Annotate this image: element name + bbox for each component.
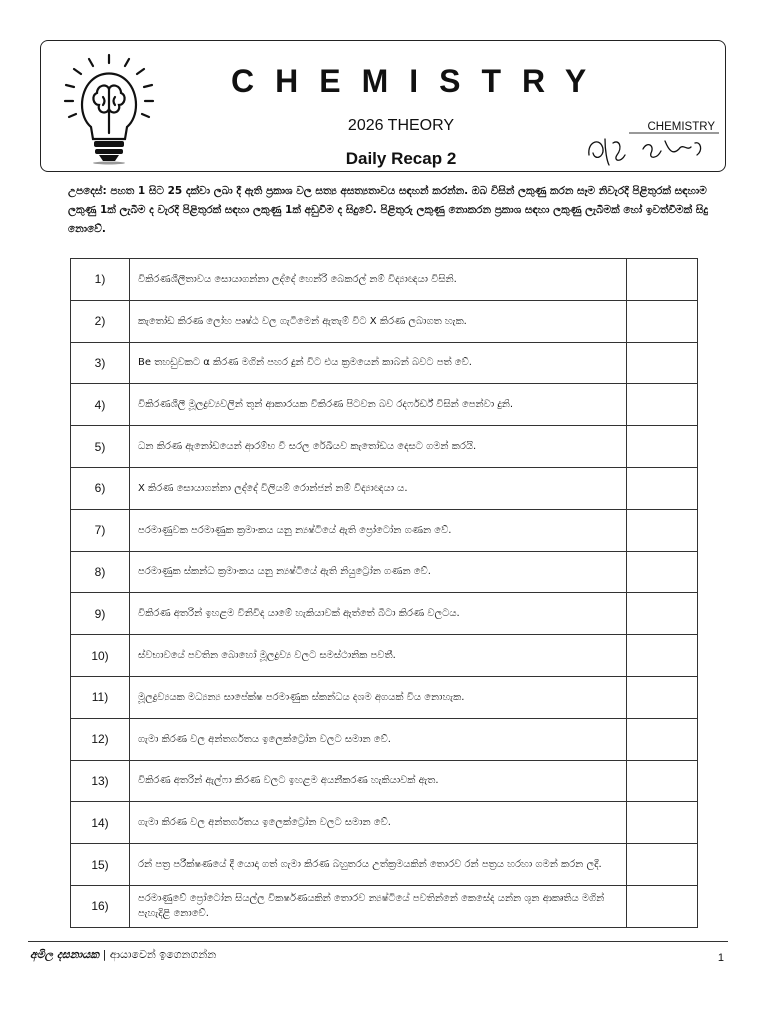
table-row bbox=[71, 300, 698, 342]
table-row bbox=[71, 718, 698, 760]
question-number: 11) bbox=[71, 676, 130, 718]
footer bbox=[30, 948, 216, 962]
table-row bbox=[71, 802, 698, 844]
question-statement: ධන කිරණ ඇනෝඩයෙන් ආරම්භ වී සරල රේඛීයව කැතෝඩය දෙසට ගමන් කරයි. bbox=[130, 426, 627, 468]
question-statement: විකිරණශීලීතාවය සොයාගන්නා ලද්දේ හෙන්රි බෙකරල් නම් විද්‍යාඥයා විසිනි. bbox=[130, 259, 627, 301]
table-row bbox=[71, 551, 698, 593]
answer-box[interactable] bbox=[627, 593, 698, 635]
table-row bbox=[71, 509, 698, 551]
question-number: 12) bbox=[71, 718, 130, 760]
question-number: 16) bbox=[71, 885, 130, 927]
question-number: 6) bbox=[71, 467, 130, 509]
question-number: 5) bbox=[71, 426, 130, 468]
signature-icon bbox=[583, 111, 721, 171]
question-statement: X කිරණ සොයාගන්නා ලද්දේ විලියම් රොන්ජන් නම් විද්‍යාඥයා ය. bbox=[130, 467, 627, 509]
table-row bbox=[71, 635, 698, 677]
recap-label: Daily Recap 2 bbox=[345, 149, 457, 168]
header-box bbox=[40, 40, 726, 172]
question-statement: ස්වභාවයේ පවතින බොහෝ මූලද්‍රව්‍ය වලට සමස්ථානික පවතී. bbox=[130, 635, 627, 677]
question-statement: විකිරණශීලී මූලද්‍රව්‍යවලින් තුන් ආකාරයක විකිරණ පිටවන බව රදර්ෆර්ඩ් විසින් පෙන්වා දුනි. bbox=[130, 384, 627, 426]
answer-box[interactable] bbox=[627, 259, 698, 301]
answer-box[interactable] bbox=[627, 509, 698, 551]
footer-separator: | bbox=[102, 948, 107, 961]
table-row bbox=[71, 885, 698, 927]
answer-box[interactable] bbox=[627, 802, 698, 844]
questions-table bbox=[70, 258, 698, 928]
question-statement: විකිරණ අතරින් ඉහළම විනිවිද යාමේ හැකියාවක් ඇත්තේ බීටා කිරණ වලටය. bbox=[130, 593, 627, 635]
question-number: 3) bbox=[71, 342, 130, 384]
table-row bbox=[71, 676, 698, 718]
answer-box[interactable] bbox=[627, 760, 698, 802]
question-number: 10) bbox=[71, 635, 130, 677]
table-row bbox=[71, 844, 698, 886]
answer-box[interactable] bbox=[627, 718, 698, 760]
table-row bbox=[71, 467, 698, 509]
table-row bbox=[71, 426, 698, 468]
answer-box[interactable] bbox=[627, 300, 698, 342]
logo-text: CHEMISTRY bbox=[647, 121, 715, 133]
answer-box[interactable] bbox=[627, 467, 698, 509]
instructions: උපදෙස්: පහත 1 සිට 25 දක්වා ලබා දී ඇති ප්‍රකාශ වල සත්‍ය අසත්‍යතාවය සඳහන් කරන්න. ඔබ විසින් ලකුණු කරන සෑම නිවැරදි පිළිතුරක් සඳහාම ලකුණු 1ක් ලැබීම ද වැරදි පිළිතුරක් සඳහා ලකුණු 1ක් අඩුවීම ද සිදුවේ. පිළිතුරු ලකුණු නොකරන ප්‍රකාශ සඳහා ලකුණු ලැබීමක් හෝ ඉවත්වීමක් සිදු නොවේ. bbox=[68, 185, 708, 235]
question-number: 2) bbox=[71, 300, 130, 342]
questions-table-body bbox=[71, 259, 698, 928]
answer-box[interactable] bbox=[627, 384, 698, 426]
footer-tagline: ආයාවෙන් ඉගෙනගන්න bbox=[109, 948, 217, 961]
table-row bbox=[71, 384, 698, 426]
table-row bbox=[71, 342, 698, 384]
question-statement: පරමාණුවක පරමාණුක ක්‍රමාංකය යනු න්‍යෂ්ටියේ ඇති ප්‍රෝටෝන ගණන වේ. bbox=[130, 509, 627, 551]
table-row bbox=[71, 760, 698, 802]
question-statement: මූලද්‍රව්‍යයක මධ්‍යන්‍ය සාපේක්ෂ පරමාණුක ස්කන්ධය දශම අගයක් විය නොහැක. bbox=[130, 676, 627, 718]
answer-box[interactable] bbox=[627, 844, 698, 886]
answer-box[interactable] bbox=[627, 426, 698, 468]
answer-box[interactable] bbox=[627, 551, 698, 593]
lightbulb-brain-icon bbox=[61, 53, 157, 165]
signature-logo bbox=[583, 111, 721, 171]
question-number: 7) bbox=[71, 509, 130, 551]
answer-box[interactable] bbox=[627, 342, 698, 384]
question-statement: Be තහඩුවකට α කිරණ මගින් පහර දුන් විට එය ක්‍රමයෙන් කාබන් බවට පත් වේ. bbox=[130, 342, 627, 384]
question-statement: ගැමා කිරණ වල අන්තර්ගතය ඉලෙක්ට්‍රෝන වලට සමාන වේ. bbox=[130, 718, 627, 760]
footer-divider bbox=[28, 941, 728, 942]
question-statement: ගැමා කිරණ වල අන්තර්ගතය ඉලෙක්ට්‍රෝන වලට සමාන වේ. bbox=[130, 802, 627, 844]
answer-box[interactable] bbox=[627, 676, 698, 718]
question-number: 14) bbox=[71, 802, 130, 844]
footer-author: අමිල දසනායක bbox=[30, 948, 100, 961]
question-number: 13) bbox=[71, 760, 130, 802]
answer-box[interactable] bbox=[627, 885, 698, 927]
table-row bbox=[71, 593, 698, 635]
question-statement: පරමාණුක ස්කන්ධ ක්‍රමාංකය යනු න්‍යෂ්ටියේ ඇති නියුට්‍රෝන ගණන වේ. bbox=[130, 551, 627, 593]
question-number: 4) bbox=[71, 384, 130, 426]
question-statement: රන් පත්‍ර පරීක්ෂණයේ දී යොදා ගත් ගැමා කිරණ බහුතරය උත්ක්‍රමයකින් තොරව රන් පත්‍රය හරහා ගමන් කරන ලදී. bbox=[130, 844, 627, 886]
question-number: 1) bbox=[71, 259, 130, 301]
answer-box[interactable] bbox=[627, 635, 698, 677]
page-title: CHEMISTRY bbox=[231, 63, 608, 99]
page-number: 1 bbox=[717, 952, 724, 964]
table-row bbox=[71, 259, 698, 301]
question-statement: විකිරණ අතරින් ඇල්ෆා කිරණ වලට ඉහළම අයනීකරණ හැකියාවක් ඇත. bbox=[130, 760, 627, 802]
question-number: 15) bbox=[71, 844, 130, 886]
question-statement: කැතෝඩ කිරණ ලෝහ පෘෂ්ඨ වල ගැටීමෙන් ඇතැම් විට X කිරණ ලබාගත හැක. bbox=[130, 300, 627, 342]
question-statement: පරමාණුවේ ප්‍රෝටෝන සියල්ල විකර්ෂණයකින් තොරව න්‍යෂ්ටියේ පවතින්නේ කෙසේද යන්න ශුන ආකෘතිය මගින් පැහැදිළි නොවේ. bbox=[130, 885, 627, 927]
subtitle: 2026 THEORY bbox=[347, 117, 455, 134]
question-number: 9) bbox=[71, 593, 130, 635]
question-number: 8) bbox=[71, 551, 130, 593]
